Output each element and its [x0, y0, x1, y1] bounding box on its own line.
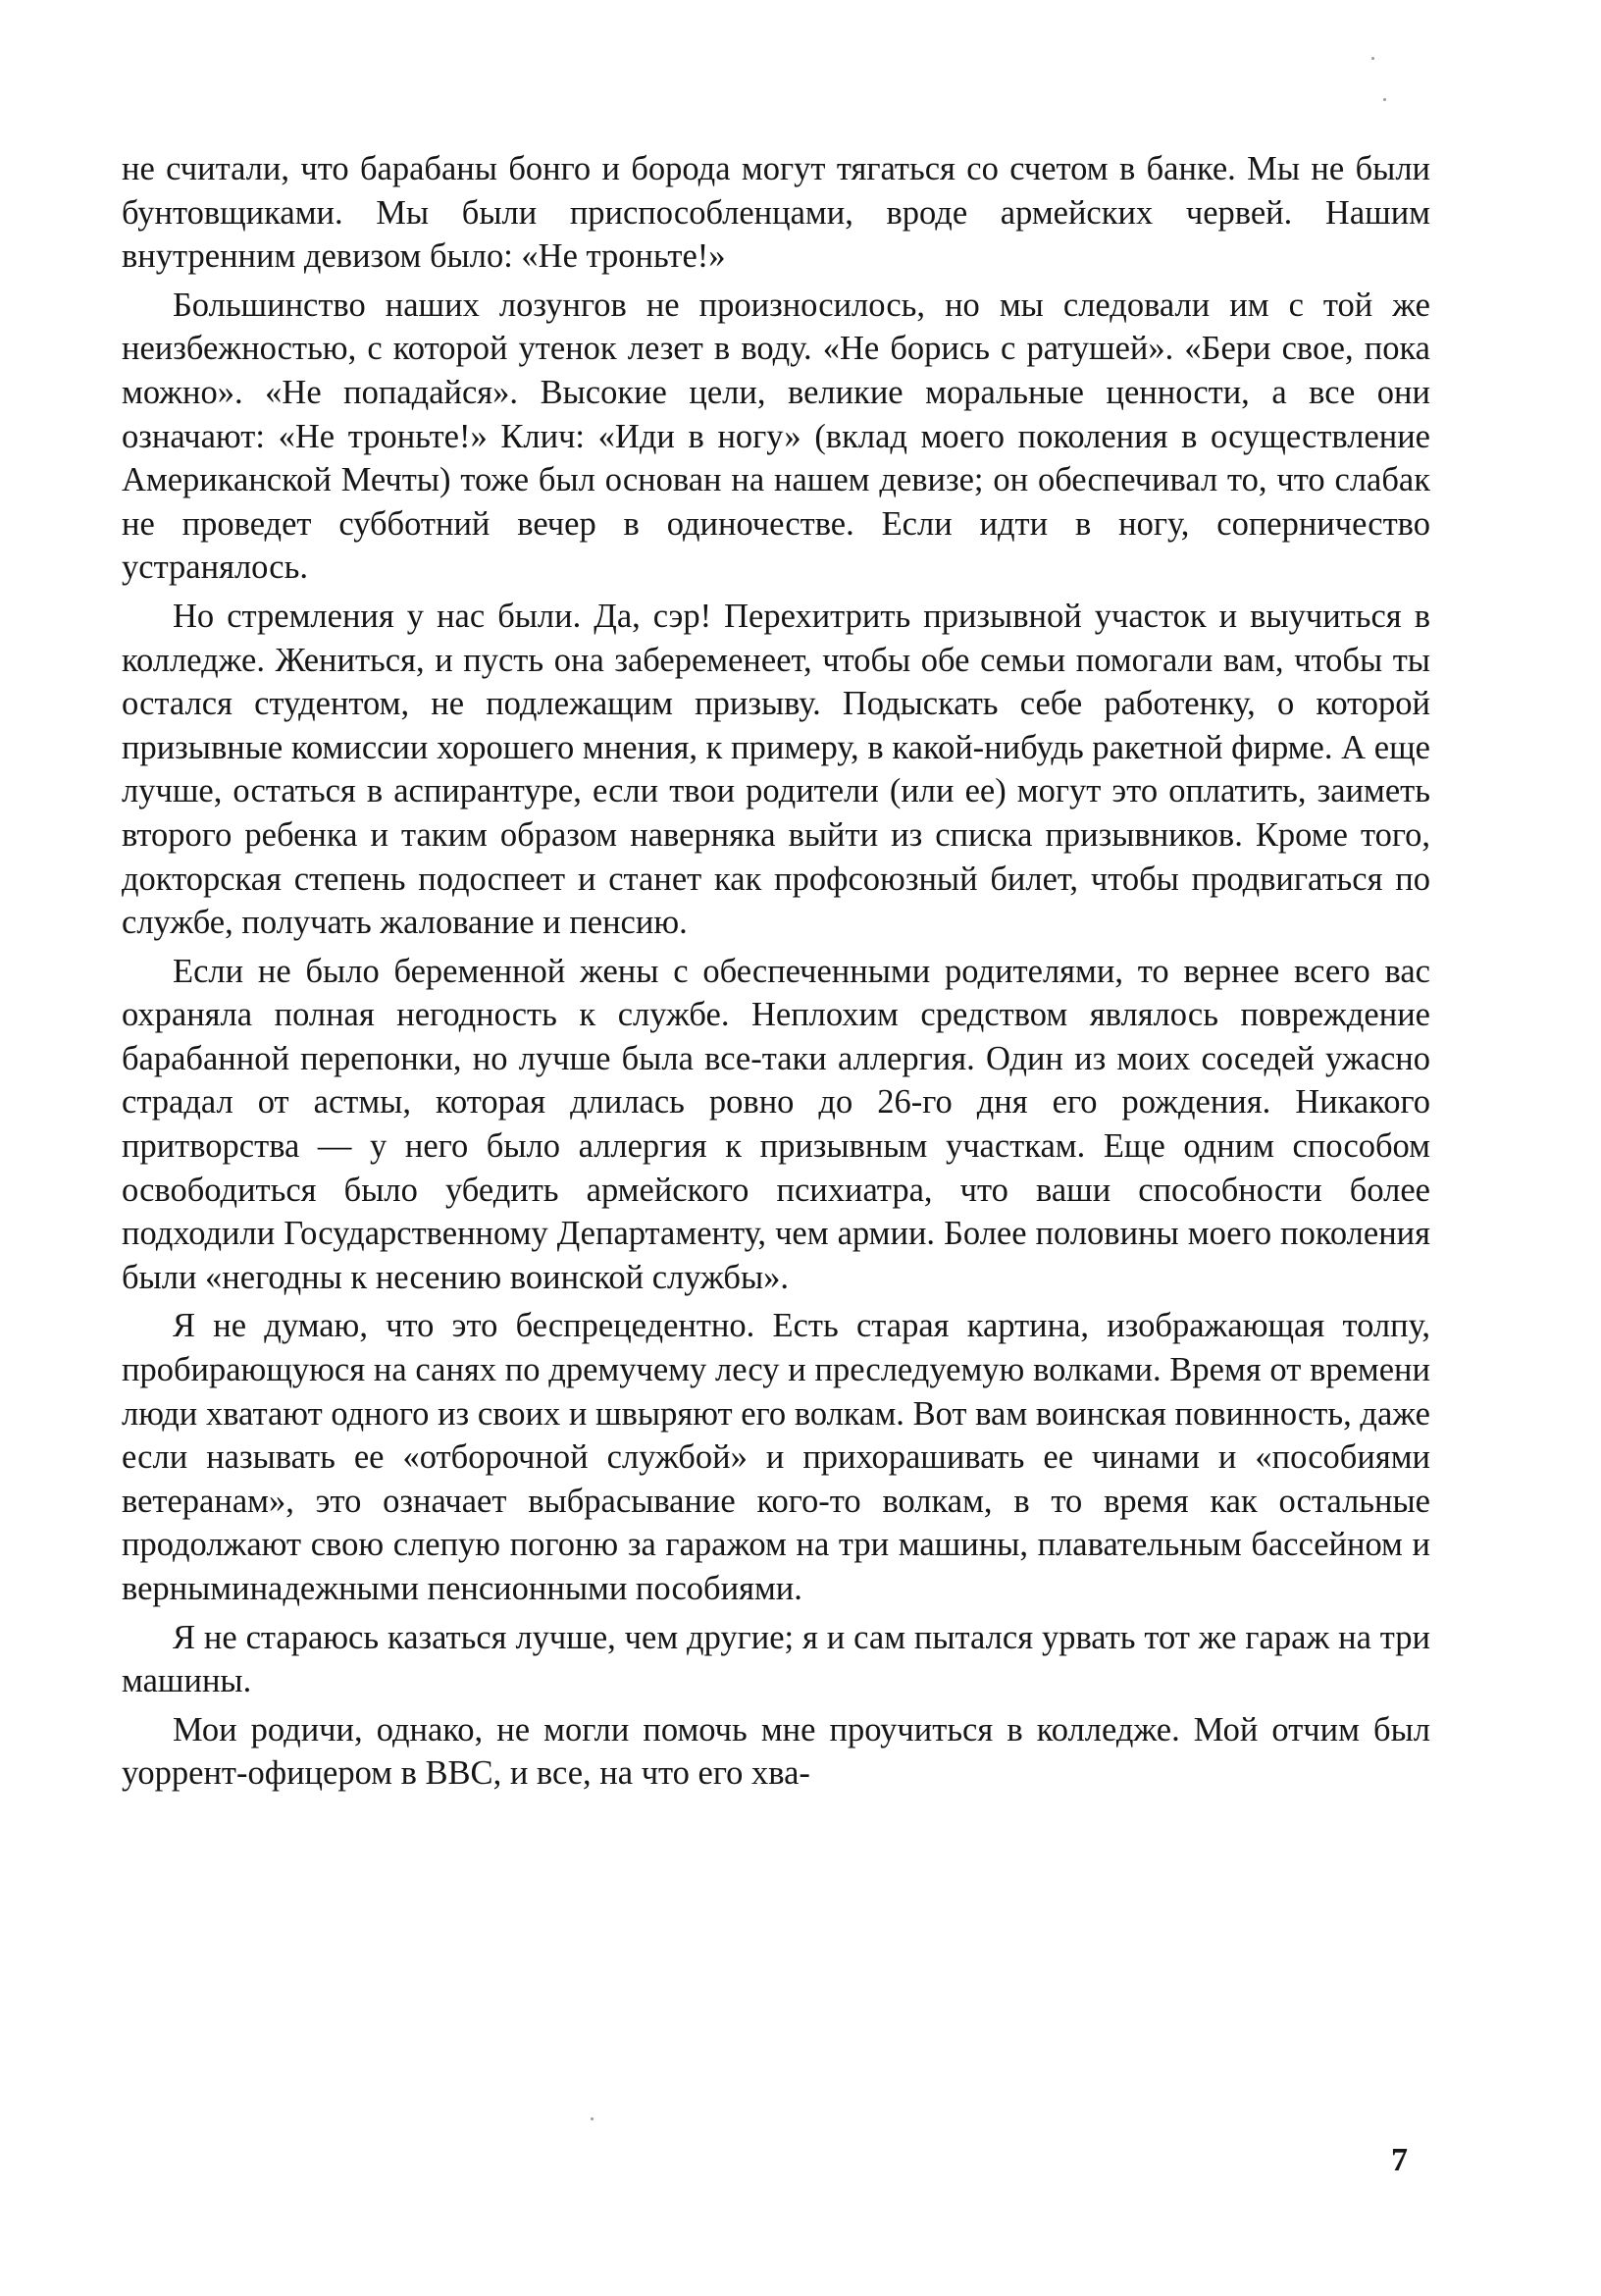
- scan-speck: [1383, 98, 1386, 101]
- scan-speck: [591, 2117, 594, 2120]
- paragraph-2: Большинство наших лозунгов не произносилось, но мы следовали им с той же неизбежностью, с которой утенок лезет в воду. «Не борись с ратушей». «Бери свое, пока можно». «Не попадайся». Высокие цели, великие моральные ценности, а все они означают: «Не троньте!» Клич: «Иди в ногу» (вклад моего поколения в осуществление Американской Мечты) тоже был основан на нашем девизе; он обеспечивал то, что слабак не проведет субботний вечер в одиночестве. Если идти в ногу, соперничество устранялось.: [122, 286, 1430, 587]
- paragraph-6: Я не стараюсь казаться лучше, чем другие; я и сам пытался урвать тот же гараж на три машины.: [122, 1618, 1430, 1700]
- paragraph-1: не считали, что барабаны бонго и борода могут тягаться со счетом в банке. Мы не были бунтовщиками. Мы были приспособленцами, вроде армейских червей. Нашим внутренним девизом было: «Не троньте!»: [122, 150, 1430, 276]
- page-number: 7: [1391, 2142, 1408, 2178]
- paragraph-4: Если не было беременной жены с обеспеченными родителями, то вернее всего вас охраняла полная негодность к службе. Неплохим средством являлось повреждение барабанной перепонки, но лучше была все-таки аллергия. Один из моих соседей ужасно страдал от астмы, которая длилась ровно до 26-го дня его рождения. Никакого притворства — у него было аллергия к призывным участкам. Еще одним способом освободиться было убедить армейского психиатра, что ваши способности более подходили Государственному Департаменту, чем армии. Более половины моего поколения были «негодны к несению воинской службы».: [122, 952, 1430, 1296]
- paragraph-3: Но стремления у нас были. Да, сэр! Перехитрить призывной участок и выучиться в колледже. Жениться, и пусть она забеременеет, чтобы обе семьи помогали вам, чтобы ты остался студентом, не подлежащим призыву. Подыскать себе работенку, о которой призывные комиссии хорошего мнения, к примеру, в какой-нибудь ракетной фирме. А еще лучше, остаться в аспирантуре, если твои родители (или ее) могут это оплатить, заиметь второго ребенка и таким образом наверняка выйти из списка призывников. Кроме того, докторская степень подоспеет и станет как профсоюзный билет, чтобы продвигаться по службе, получать жалование и пенсию.: [122, 597, 1430, 942]
- paragraph-5: Я не думаю, что это беспрецедентно. Есть старая картина, изображающая толпу, пробирающуюся на санях по дремучему лесу и преследуемую волками. Время от времени люди хватают одного из своих и швыряют его волкам. Вот вам воинская повинность, даже если называть ее «отборочной службой» и прихорашивать ее чинами и «пособиями ветеранам», это означает выбрасывание кого-то волкам, в то время как остальные продолжают свою слепую погоню за гаражом на три машины, плавательным бассейном и верныминадежными пенсионными пособиями.: [122, 1307, 1430, 1607]
- scan-speck: [1371, 57, 1374, 60]
- page-body: [122, 147, 1430, 1800]
- paragraph-7: Мои родичи, однако, не могли помочь мне проучиться в колледже. Мой отчим был уоррент-офицером в ВВС, и все, на что его хва-: [122, 1710, 1430, 1793]
